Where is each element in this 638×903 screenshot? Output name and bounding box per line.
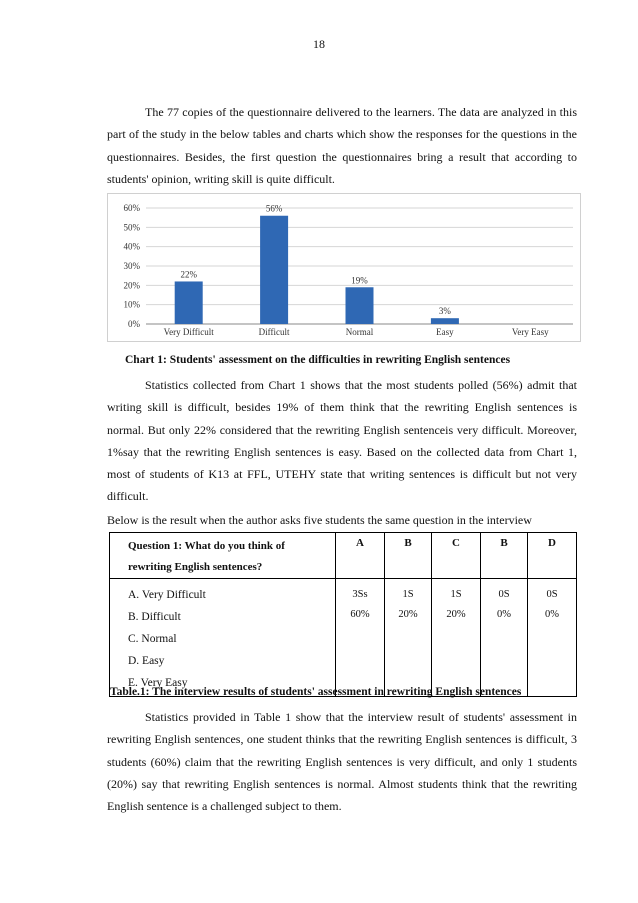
page-number: 18 xyxy=(313,37,325,51)
count-value: 1S xyxy=(402,589,414,600)
table-header-row xyxy=(110,533,577,579)
interview-table xyxy=(109,532,577,697)
y-tick-label: 20% xyxy=(123,280,140,291)
y-tick-label: 10% xyxy=(123,299,140,310)
y-tick-label: 60% xyxy=(123,203,140,213)
column-header: C xyxy=(432,533,481,579)
bar xyxy=(346,287,374,324)
count-value: 3Ss xyxy=(352,589,368,600)
x-tick-label: Very Easy xyxy=(511,327,549,337)
options-cell xyxy=(110,579,336,697)
column-header: B xyxy=(481,533,528,579)
y-tick-label: 50% xyxy=(123,222,140,233)
option-item: E. Very Easy xyxy=(128,677,188,689)
paragraph-table-analysis: Statistics provided in Table 1 show that the interview result of students' assessment in rewriting English sentences, one student thinks that the rewriting English sentences is difficult, 3 students (60%) claim that the rewriting English sentences is very difficult, and only 1 students (20%) say that rewriting English sentences is normal. Almost students think that the rewriting English sentence is a challenged subject to them. xyxy=(107,710,577,814)
y-tick-label: 40% xyxy=(123,241,140,252)
question-header: Question 1: What do you think of rewriting English sentences? xyxy=(110,533,336,579)
chart-canvas xyxy=(108,194,580,341)
x-tick-label: Very Difficult xyxy=(163,327,214,337)
percent-value: 60% xyxy=(350,609,370,620)
paragraph-interview-intro: Below is the result when the author asks five students the same question in the interview xyxy=(107,513,532,527)
percent-value: 0% xyxy=(545,609,559,620)
option-item: A. Very Difficult xyxy=(128,589,206,601)
table-caption: Table.1: The interview results of students' assessment in rewriting English sentences xyxy=(110,686,522,698)
y-tick-label: 30% xyxy=(123,261,140,271)
y-tick-label: 0% xyxy=(128,319,140,329)
count-value: 1S xyxy=(450,589,462,600)
value-cell xyxy=(385,579,432,697)
paragraph-intro: The 77 copies of the questionnaire delivered to the learners. The data are analyzed in this part of the study in the below tables and charts which show the responses for the questions in the questionnaires. Besides, the first question the questionnaires bring a result that according to students' opinion, writing skill is quite difficult. xyxy=(107,105,577,186)
column-header: D xyxy=(528,533,577,579)
bar xyxy=(175,281,203,324)
count-value: 0S xyxy=(546,589,558,600)
value-cell xyxy=(481,579,528,697)
x-tick-label: Difficult xyxy=(258,327,290,337)
option-item: D. Easy xyxy=(128,655,165,667)
data-label: 56% xyxy=(265,203,283,214)
data-label: 19% xyxy=(351,275,368,286)
column-header: A xyxy=(336,533,385,579)
percent-value: 20% xyxy=(398,609,418,620)
data-label: 3% xyxy=(438,306,451,317)
percent-value: 0% xyxy=(497,609,511,620)
value-cell xyxy=(528,579,577,697)
count-value: 0S xyxy=(498,589,510,600)
bar-chart xyxy=(107,193,581,342)
column-header: B xyxy=(385,533,432,579)
bar xyxy=(260,216,288,324)
data-label: 22% xyxy=(180,269,197,280)
paragraph-chart-analysis: Statistics collected from Chart 1 shows that the most students polled (56%) admit that writing skill is difficult, besides 19% of them think that the rewriting English sentences is normal. But only 22% considered that the rewriting English sentenceis very difficult. Moreover, 1%say that the rewriting English sentences is easy. Based on the collected data from Chart 1, most of students of K13 at FFL, UTEHY state that writing sentences is difficult but not very difficult. xyxy=(107,378,577,504)
x-tick-label: Easy xyxy=(436,327,454,337)
table-row xyxy=(110,579,577,697)
value-cell xyxy=(336,579,385,697)
bar xyxy=(431,318,459,324)
option-item: C. Normal xyxy=(128,633,177,645)
chart-caption: Chart 1: Students' assessment on the difficulties in rewriting English sentences xyxy=(125,354,511,366)
option-item: B. Difficult xyxy=(128,611,181,623)
percent-value: 20% xyxy=(446,609,466,620)
x-tick-label: Normal xyxy=(345,327,374,337)
value-cell xyxy=(432,579,481,697)
